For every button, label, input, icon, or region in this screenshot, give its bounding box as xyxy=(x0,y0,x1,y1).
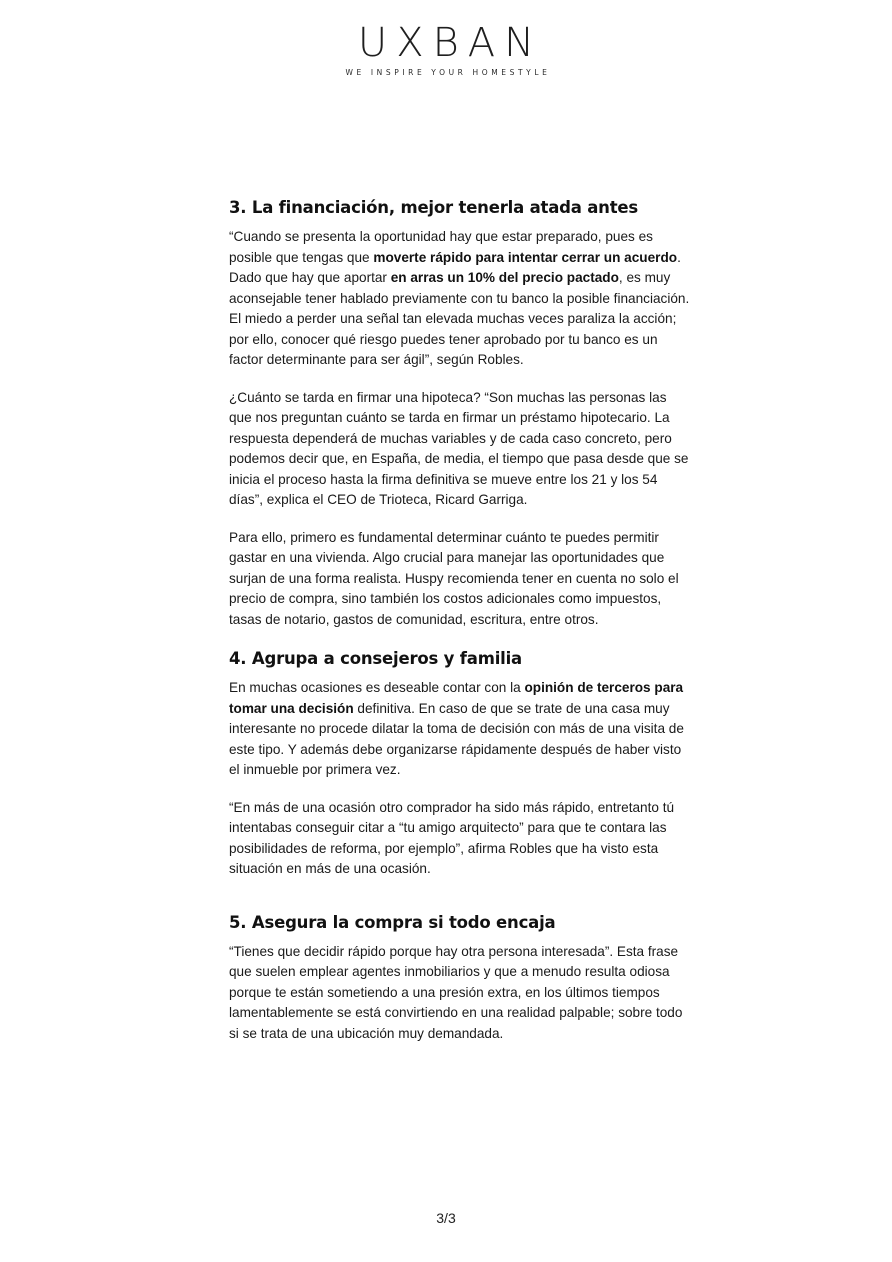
bold-text-run: opinión de terceros para tomar una decisión xyxy=(229,680,684,716)
brand-logo: UXBAN xyxy=(357,20,544,66)
page-number: 3/3 xyxy=(436,1210,456,1226)
section-3-paragraph-2: ¿Cuánto se tarda en firmar una hipoteca? “Son muchas las personas las que nos preguntan cuánto se tarda en firmar un préstamo hipotecario. La respuesta dependerá de muchas variables y de cada caso concreto, pero podemos decir que, en España, de media, el tiempo que pasa desde que se inicia el proceso hasta la firma definitiva se mueve entre los 21 y los 54 días”, explica el CEO de Trioteca, Ricard Garriga. xyxy=(229,389,689,507)
section-5-heading: 5. Asegura la compra si todo encaja xyxy=(229,912,556,932)
section-4-paragraph-1 xyxy=(229,678,691,781)
section-3-paragraph-1 xyxy=(229,227,691,371)
page-header xyxy=(0,22,892,77)
section-5-paragraph-1: “Tienes que decidir rápido porque hay otra persona interesada”. Esta frase que suelen emplear agentes inmobiliarios y que a menudo resulta odiosa porque te están sometiendo a una presión extra, en los últimos tiempos lamentablemente se está convirtiendo en una realidad palpable; sobre todo si se trata de una ubicación muy demandada. xyxy=(229,943,683,1041)
bold-text-run: en arras un 10% del precio pactado xyxy=(390,270,619,285)
section-3-heading: 3. La financiación, mejor tenerla atada antes xyxy=(229,198,639,217)
section-3-paragraph-3: Para ello, primero es fundamental determinar cuánto te puedes permitir gastar en una vivienda. Algo crucial para manejar las oportunidades que surjan de una forma realista. Huspy recomienda tener en cuenta no solo el precio de compra, sino también los costos adicionales como impuestos, tasas de notario, gastos de comunidad, escritura, entre otros. xyxy=(229,529,679,627)
brand-tagline: WE INSPIRE YOUR HOMESTYLE xyxy=(345,68,551,77)
text-run: En muchas ocasiones es deseable contar con la xyxy=(229,680,525,695)
section-4-paragraph-2: “En más de una ocasión otro comprador ha sido más rápido, entretanto tú intentabas conseguir citar a “tu amigo arquitecto” para que te contara las posibilidades de reforma, por ejemplo”, afirma Robles que ha visto esta situación en más de una ocasión. xyxy=(229,799,675,876)
section-4-heading: 4. Agrupa a consejeros y familia xyxy=(229,649,522,668)
text-run: definitiva. En caso de que se trate de una casa muy interesante no procede dilatar la toma de decisión con más de una visita de este tipo. Y además debe organizarse rápidamente después de haber visto el inmueble por primera vez. xyxy=(229,700,684,777)
article-body xyxy=(229,196,691,1044)
text-run: “Cuando se presenta la oportunidad hay que estar preparado, pues es posible que tengas que xyxy=(229,229,653,265)
text-run: . Dado que hay que aportar xyxy=(229,249,681,285)
text-run: , es muy aconsejable tener hablado previamente con tu banco la posible financiación. El miedo a perder una señal tan elevada muchas veces paraliza la acción; por ello, conocer qué riesgo puedes tener aprobado por tu banco es un factor determinante para ser ágil”, según Robles. xyxy=(229,270,690,367)
bold-text-run: moverte rápido para intentar cerrar un acuerdo xyxy=(373,249,678,265)
